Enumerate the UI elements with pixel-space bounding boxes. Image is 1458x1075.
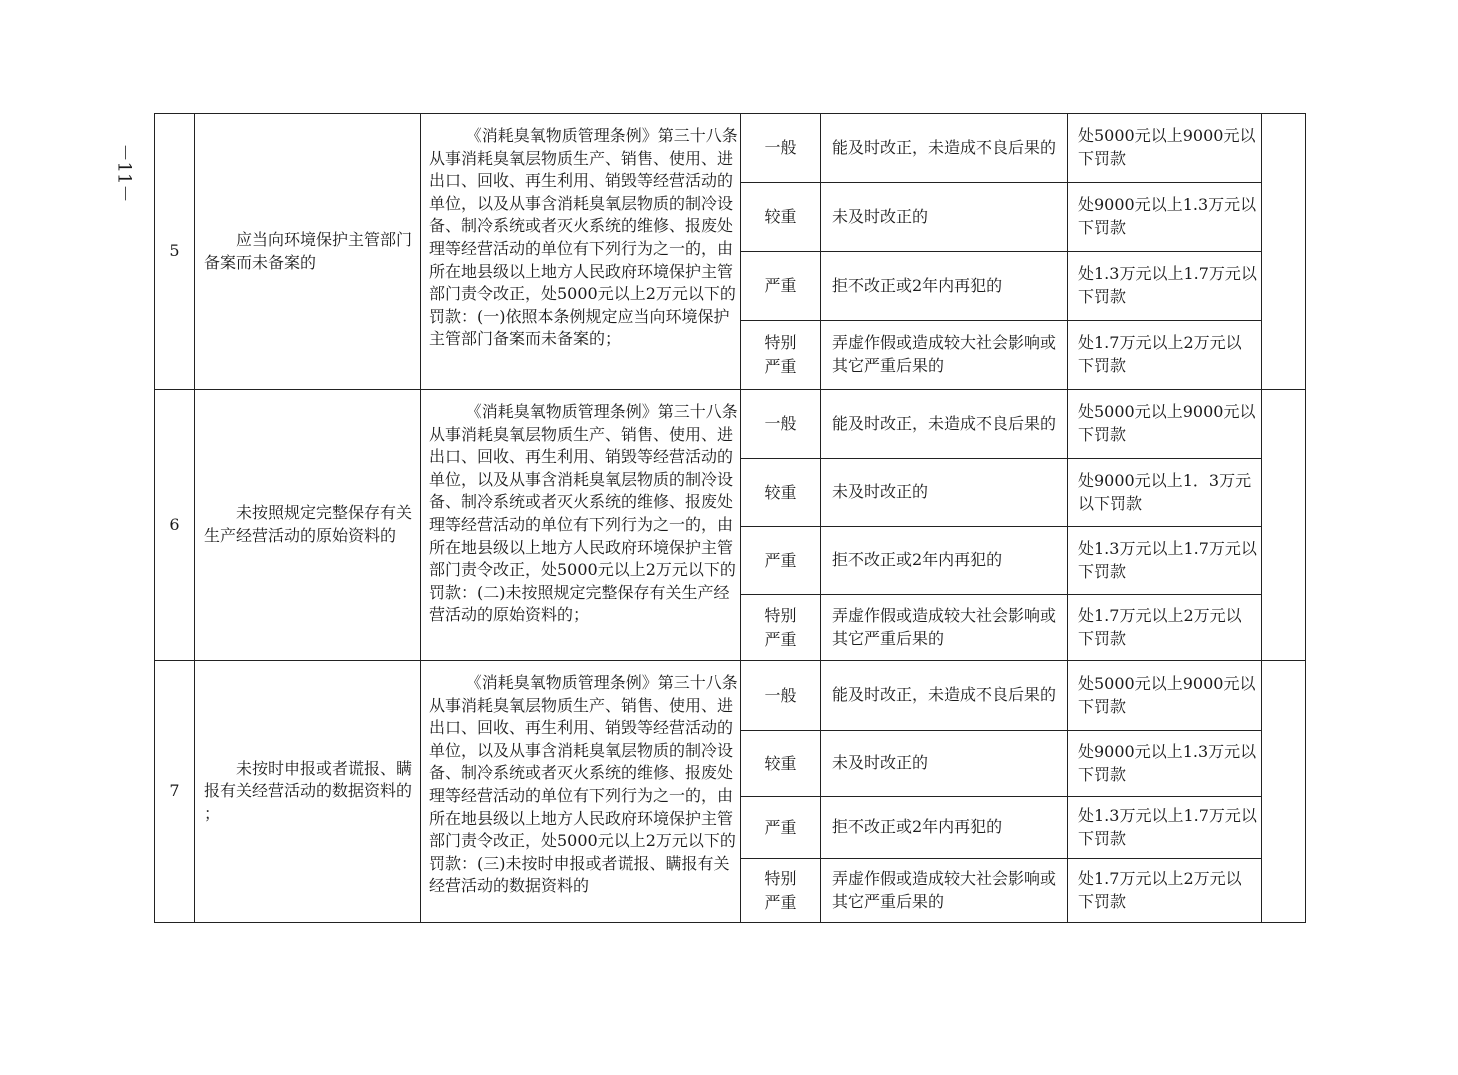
penalty-cell: 处1.7万元以上2万元以下罚款 [1068,321,1262,390]
row-number: 6 [155,390,195,661]
table-row [155,114,1306,183]
legal-basis: 《消耗臭氧物质管理条例》第三十八条 从事消耗臭氧层物质生产、销售、使用、进出口、回收、再生利用、销毁等经营活动的单位，以及从事含消耗臭氧层物质的制冷设备、制冷系统或者灭火系统的维修、报废处理等经营活动的单位有下列行为之一的，由所在地县级以上地方人民政府环境保护主管部门责令改正，处5000元以上2万元以下的罚款：(三)未按时申报或者谎报、瞒报有关经营活动的数据资料的 [421,661,741,923]
level-cell: 较重 [741,183,821,252]
penalty-cell: 处9000元以上1.3万元以下罚款 [1068,183,1262,252]
legal-basis: 《消耗臭氧物质管理条例》第三十八条 从事消耗臭氧层物质生产、销售、使用、进出口、回收、再生利用、销毁等经营活动的单位，以及从事含消耗臭氧层物质的制冷设备、制冷系统或者灭火系统的维修、报废处理等经营活动的单位有下列行为之一的，由所在地县级以上地方人民政府环境保护主管部门责令改正，处5000元以上2万元以下的罚款：(一)依照本条例规定应当向环境保护主管部门备案而未备案的； [421,114,741,390]
level-cell: 严重 [741,252,821,321]
circumstance-cell: 拒不改正或2年内再犯的 [821,527,1068,595]
remarks-cell [1262,114,1306,390]
penalty-cell: 处1.7万元以上2万元以下罚款 [1068,859,1262,923]
level-cell: 严重 [741,797,821,859]
table-row [155,661,1306,731]
level-cell: 严重 [741,527,821,595]
level-cell: 一般 [741,661,821,731]
violation-act: 未按时申报或者谎报、瞒报有关经营活动的数据资料的 ； [195,661,421,923]
remarks-cell [1262,390,1306,661]
penalty-standard-table [154,113,1306,923]
level-cell: 一般 [741,390,821,459]
penalty-cell: 处1.7万元以上2万元以下罚款 [1068,595,1262,661]
circumstance-cell: 能及时改正，未造成不良后果的 [821,390,1068,459]
level-cell: 特别严重 [741,595,821,661]
circumstance-cell: 弄虚作假或造成较大社会影响或其它严重后果的 [821,595,1068,661]
level-cell: 特别严重 [741,321,821,390]
level-cell: 特别严重 [741,859,821,923]
penalty-cell: 处9000元以上1．3万元以下罚款 [1068,459,1262,527]
row-number: 7 [155,661,195,923]
level-cell: 一般 [741,114,821,183]
circumstance-cell: 能及时改正，未造成不良后果的 [821,661,1068,731]
page-number: －11－ [113,143,135,203]
penalty-cell: 处1.3万元以上1.7万元以下罚款 [1068,252,1262,321]
table-row [155,390,1306,459]
circumstance-cell: 弄虚作假或造成较大社会影响或其它严重后果的 [821,321,1068,390]
violation-act: 未按照规定完整保存有关生产经营活动的原始资料的 [195,390,421,661]
penalty-cell: 处1.3万元以上1.7万元以下罚款 [1068,797,1262,859]
penalty-cell: 处5000元以上9000元以下罚款 [1068,390,1262,459]
violation-act: 应当向环境保护主管部门备案而未备案的 [195,114,421,390]
level-cell: 较重 [741,731,821,797]
penalty-cell: 处5000元以上9000元以下罚款 [1068,661,1262,731]
penalty-cell: 处5000元以上9000元以下罚款 [1068,114,1262,183]
circumstance-cell: 拒不改正或2年内再犯的 [821,252,1068,321]
level-cell: 较重 [741,459,821,527]
penalty-cell: 处9000元以上1.3万元以下罚款 [1068,731,1262,797]
circumstance-cell: 能及时改正，未造成不良后果的 [821,114,1068,183]
circumstance-cell: 未及时改正的 [821,183,1068,252]
circumstance-cell: 未及时改正的 [821,459,1068,527]
row-number: 5 [155,114,195,390]
penalty-cell: 处1.3万元以上1.7万元以下罚款 [1068,527,1262,595]
circumstance-cell: 弄虚作假或造成较大社会影响或其它严重后果的 [821,859,1068,923]
remarks-cell [1262,661,1306,923]
legal-basis: 《消耗臭氧物质管理条例》第三十八条 从事消耗臭氧层物质生产、销售、使用、进出口、回收、再生利用、销毁等经营活动的单位，以及从事含消耗臭氧层物质的制冷设备、制冷系统或者灭火系统的维修、报废处理等经营活动的单位有下列行为之一的，由所在地县级以上地方人民政府环境保护主管部门责令改正，处5000元以上2万元以下的罚款：(二)未按照规定完整保存有关生产经营活动的原始资料的； [421,390,741,661]
circumstance-cell: 拒不改正或2年内再犯的 [821,797,1068,859]
circumstance-cell: 未及时改正的 [821,731,1068,797]
